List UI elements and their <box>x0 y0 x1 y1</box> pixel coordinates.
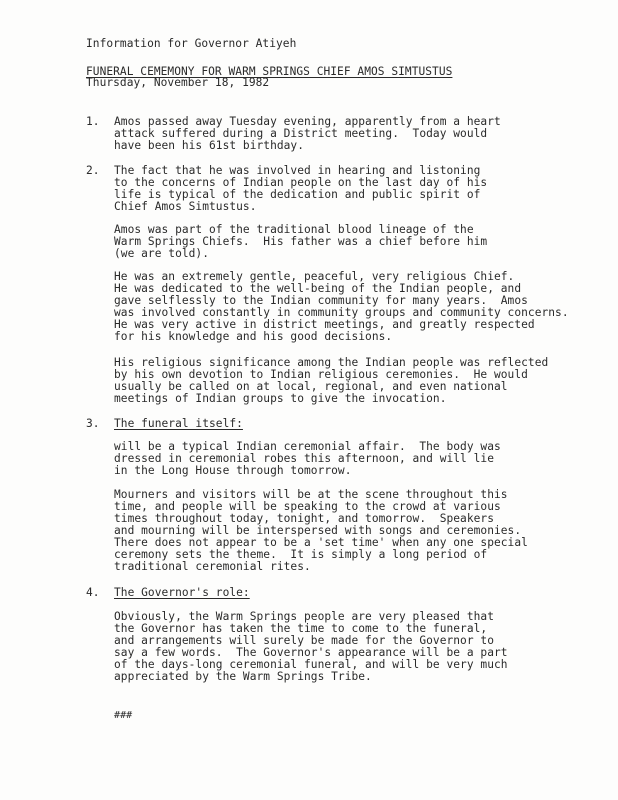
text-line: Obviously, the Warm Springs people are very pleased that <box>114 610 494 623</box>
text-line: He was an extremely gentle, peaceful, very religious Chief. <box>114 270 515 283</box>
item-2-paragraph-4 <box>114 357 548 405</box>
text-line: Mourners and visitors will be at the scene throughout this <box>114 488 508 501</box>
text-line: to the concerns of Indian people on the last day of his <box>114 176 488 189</box>
item-number: 2. <box>86 164 100 177</box>
text-line: He was very active in district meetings, and greatly respected <box>114 318 535 331</box>
text-line: Amos was part of the traditional blood lineage of the <box>114 223 474 236</box>
text-line: appreciated by the Warm Springs Tribe. <box>114 670 372 683</box>
text-line: by his own devotion to Indian religious ceremonies. He would <box>114 368 528 381</box>
item-1-paragraph-1 <box>114 116 501 152</box>
text-line: His religious significance among the Indian people was reflected <box>114 356 549 369</box>
item-3-paragraph-1 <box>114 441 501 477</box>
memo-header: Information for Governor Atiyeh <box>86 37 297 50</box>
text-line: the Governor has taken the time to come to the funeral, <box>114 622 488 635</box>
text-line: in the Long House through tomorrow. <box>114 464 352 477</box>
item-number: 1. <box>86 115 100 128</box>
text-line: Warm Springs Chiefs. His father was a chief before him <box>114 235 488 248</box>
text-line: times throughout today, tonight, and tomorrow. Speakers <box>114 512 494 525</box>
text-line: attack suffered during a District meeting. Today would <box>114 127 488 140</box>
text-line: for his knowledge and his good decisions. <box>114 330 393 343</box>
text-line: The fact that he was involved in hearing and listoning <box>114 164 481 177</box>
text-line: and arrangements will surely be made for the Governor to <box>114 634 494 647</box>
text-line: meetings of Indian groups to give the invocation. <box>114 392 447 405</box>
text-line: say a few words. The Governor's appearance will be a part <box>114 646 508 659</box>
text-line: dressed in ceremonial robes this afternoon, and will lie <box>114 452 494 465</box>
text-line: will be a typical Indian ceremonial affair. The body was <box>114 440 501 453</box>
item-3-heading: The funeral itself: <box>114 417 243 430</box>
item-2-paragraph-1 <box>114 165 487 213</box>
text-line: of the days-long ceremonial funeral, and will be very much <box>114 658 508 671</box>
text-line: life is typical of the dedication and public spirit of <box>114 188 481 201</box>
item-2-paragraph-3 <box>114 271 569 343</box>
memo-date: Thursday, November 18, 1982 <box>86 76 270 89</box>
item-2-paragraph-2 <box>114 224 487 260</box>
item-number: 3. <box>86 417 100 430</box>
item-number: 4. <box>86 586 100 599</box>
text-line: have been his 61st birthday. <box>114 139 304 152</box>
text-line: Amos passed away Tuesday evening, apparently from a heart <box>114 115 501 128</box>
memo-title: FUNERAL CEMEMONY FOR WARM SPRINGS CHIEF AMOS SIMTUSTUS <box>86 65 453 78</box>
text-line: ceremony sets the theme. It is simply a long period of <box>114 548 488 561</box>
text-line: gave selflessly to the Indian community for many years. Amos <box>114 294 528 307</box>
text-line: usually be called on at local, regional, and even national <box>114 380 508 393</box>
text-line: Chief Amos Simtustus. <box>114 200 257 213</box>
end-mark: ### <box>114 710 133 721</box>
text-line: traditional ceremonial rites. <box>114 560 311 573</box>
text-line: and mourning will be interspersed with songs and ceremonies. <box>114 524 522 537</box>
text-line: was involved constantly in community groups and community concerns. <box>114 306 569 319</box>
text-line: He was dedicated to the well-being of the Indian people, and <box>114 282 522 295</box>
item-4-paragraph-1 <box>114 611 508 683</box>
text-line: (we are told). <box>114 247 209 260</box>
item-3-paragraph-2 <box>114 489 528 573</box>
item-4-heading: The Governor's role: <box>114 586 250 599</box>
text-line: time, and people will be speaking to the crowd at various <box>114 500 501 513</box>
text-line: There does not appear to be a 'set time' when any one special <box>114 536 528 549</box>
